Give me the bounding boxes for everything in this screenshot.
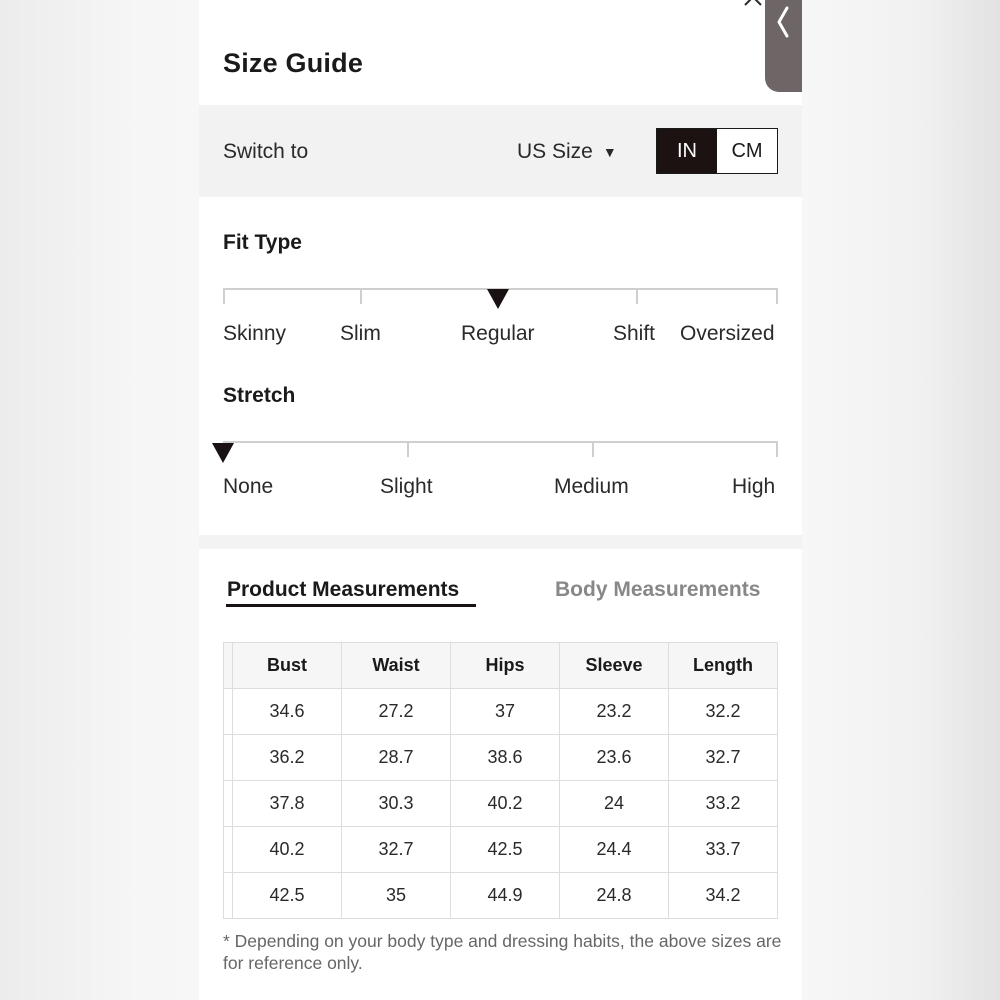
table-stub-cell [224,689,233,735]
background-left [0,0,199,1000]
column-header-sleeve: Sleeve [560,643,669,689]
stretch-tick [592,441,594,457]
table-header-row [224,643,778,689]
table-cell: 32.2 [669,689,778,735]
stretch-option-high: High [732,475,776,498]
table-cell: 42.5 [233,873,342,919]
fit-option-regular: Regular [461,322,535,345]
stretch-option-none: None [223,475,274,498]
table-stub-cell [224,781,233,827]
close-icon[interactable] [742,0,764,8]
table-cell: 37.8 [233,781,342,827]
unit-cm-button[interactable]: CM [717,129,777,173]
table-cell: 44.9 [451,873,560,919]
table-cell: 40.2 [451,781,560,827]
stretch-marker-icon [212,443,234,463]
tab-body-measurements[interactable]: Body Measurements [555,578,761,601]
fit-option-shift: Shift [613,322,656,345]
table-cell: 27.2 [342,689,451,735]
fit-tick [360,288,362,304]
table-row [224,827,778,873]
table-cell: 34.6 [233,689,342,735]
collapse-panel-button[interactable] [765,0,802,92]
switch-label: Switch to [223,140,309,163]
chevron-left-icon [773,4,793,40]
table-cell: 30.3 [342,781,451,827]
column-header-waist: Waist [342,643,451,689]
tab-product-measurements[interactable]: Product Measurements [227,578,460,601]
table-cell: 38.6 [451,735,560,781]
size-guide-sheet [199,0,802,1000]
fit-option-oversized: Oversized [680,322,775,345]
fit-type-title: Fit Type [223,231,302,254]
reference-footnote: * Depending on your body type and dressing habits, the above sizes are for reference only. [223,931,782,973]
stretch-title: Stretch [223,384,296,407]
stretch-option-medium: Medium [554,475,629,498]
table-cell: 37 [451,689,560,735]
table-cell: 35 [342,873,451,919]
table-stub-cell [224,827,233,873]
table-stub-cell [224,643,233,689]
fit-type-marker-icon [487,289,509,309]
table-row [224,735,778,781]
table-cell: 32.7 [342,827,451,873]
stretch-scale [223,441,778,443]
header-card [199,0,802,105]
background-right [802,0,1000,1000]
table-row [224,781,778,827]
fit-option-slim: Slim [340,322,381,345]
column-header-length: Length [669,643,778,689]
table-row [224,873,778,919]
fit-option-skinny: Skinny [223,322,287,345]
fit-tick [223,288,225,304]
table-stub-cell [224,873,233,919]
stretch-tick [407,441,409,457]
column-header-hips: Hips [451,643,560,689]
table-cell: 24.8 [560,873,669,919]
unit-in-button[interactable]: IN [657,129,717,173]
table-cell: 23.6 [560,735,669,781]
table-cell: 34.2 [669,873,778,919]
unit-toggle [656,128,778,174]
table-row [224,689,778,735]
size-system-value: US Size [517,140,593,163]
fit-tick [776,288,778,304]
active-tab-indicator [226,604,476,607]
table-stub-cell [224,735,233,781]
measurements-table [223,642,778,919]
column-header-bust: Bust [233,643,342,689]
page-title: Size Guide [223,48,364,78]
caret-down-icon: ▼ [602,144,617,160]
table-cell: 24 [560,781,669,827]
table-cell: 33.2 [669,781,778,827]
table-cell: 33.7 [669,827,778,873]
table-cell: 28.7 [342,735,451,781]
table-cell: 36.2 [233,735,342,781]
table-cell: 40.2 [233,827,342,873]
fit-tick [636,288,638,304]
stretch-tick [776,441,778,457]
stretch-option-slight: Slight [380,475,433,498]
table-cell: 23.2 [560,689,669,735]
table-cell: 24.4 [560,827,669,873]
table-cell: 32.7 [669,735,778,781]
size-system-dropdown[interactable] [517,140,617,164]
table-cell: 42.5 [451,827,560,873]
